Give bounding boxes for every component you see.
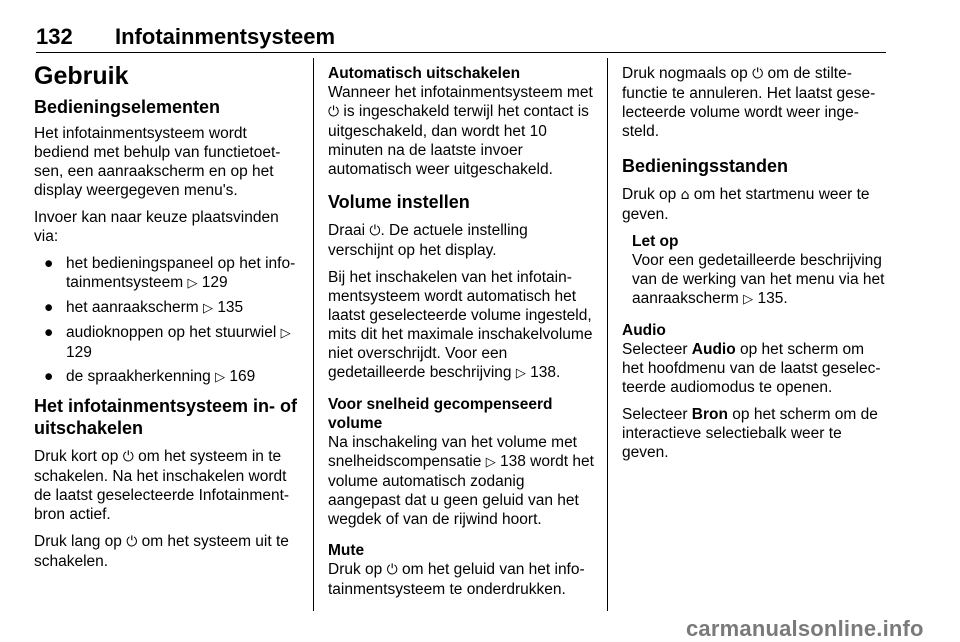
xref-icon: ▷ bbox=[187, 276, 198, 291]
paragraph: Bij het inschakelen van het infotainmentsysteem wordt automatisch het laatst geselecteerde volume ingesteld, mits dit het maximale inschakelvolume niet overschrijdt. Voor een gedetailleerde beschrijving ▷ 138. bbox=[328, 269, 593, 381]
running-title: Infotainmentsysteem bbox=[115, 24, 336, 49]
paragraph: Druk kort op ⏻ om het systeem in te schakelen. Na het inschakelen wordt de laatst geselecteerde Infotainmentbron actief. bbox=[34, 448, 290, 523]
xref-icon: ▷ bbox=[203, 301, 213, 316]
page-ref-link[interactable]: 135 bbox=[757, 290, 784, 307]
power-icon: ⏻ bbox=[328, 104, 340, 120]
paragraph: Druk op ⏻ om het geluid van het infotainmentsysteem te onderdrukken. bbox=[328, 561, 585, 598]
paragraph: Selecteer Bron op het scherm om de interactieve selectiebalk weer te geven. bbox=[622, 406, 878, 461]
bullet-icon: ● bbox=[44, 368, 54, 385]
bullet-icon: ● bbox=[44, 255, 54, 272]
subheading-modes: Bedieningsstanden bbox=[622, 156, 789, 176]
input-methods-list bbox=[34, 254, 300, 387]
xref-icon: ▷ bbox=[515, 366, 526, 381]
note-title: Let op bbox=[632, 233, 679, 250]
page-ref-link[interactable]: 138 bbox=[500, 453, 526, 470]
paragraph: Draai ⏻. De actuele instelling verschijnt op het display. bbox=[328, 222, 528, 259]
list-item: ● de spraakherkenning ▷ 169 bbox=[44, 368, 256, 385]
watermark: carmanualsonline.info bbox=[686, 616, 924, 641]
column-divider bbox=[313, 58, 314, 611]
list-item: ● audioknoppen op het stuurwiel ▷ 129 bbox=[44, 324, 291, 361]
subheading-mute: Mute bbox=[328, 542, 365, 559]
paragraph: Druk lang op ⏻ om het systeem uit te schakelen. bbox=[34, 533, 289, 570]
page-ref-link[interactable]: 129 bbox=[66, 344, 92, 361]
power-icon: ⏻ bbox=[752, 66, 764, 82]
paragraph: Druk op ⌂ om het startmenu weer te geven. bbox=[622, 186, 870, 223]
page-ref-link[interactable]: 169 bbox=[229, 368, 256, 385]
xref-icon: ▷ bbox=[743, 292, 754, 307]
xref-icon: ▷ bbox=[215, 370, 226, 385]
subheading-speed-volume: Voor snelheid gecompenseerd volume bbox=[328, 396, 553, 432]
xref-icon: ▷ bbox=[485, 455, 496, 470]
bullet-icon: ● bbox=[44, 324, 54, 341]
subheading-volume: Volume instellen bbox=[328, 192, 470, 212]
paragraph: Na inschakeling van het volume met snelheidscompensatie ▷ 138 wordt het volume automatisch zodanig aangepast dat u geen geluid van het wegdek of van de rijwind hoort. bbox=[328, 434, 594, 528]
subheading-controls: Bedieningselementen bbox=[34, 97, 221, 117]
column-2 bbox=[328, 64, 594, 607]
paragraph: Het infotainmentsysteem wordt bediend met behulp van functietoetsen, een aanraakscherm en op het display weergegeven menu's. bbox=[34, 125, 281, 199]
subheading-audio: Audio bbox=[622, 322, 666, 339]
power-icon: ⏻ bbox=[386, 562, 398, 578]
column-1 bbox=[34, 60, 300, 579]
paragraph: Selecteer Audio op het scherm om het hoofdmenu van de laatst geselecteerde audiomodus te openen. bbox=[622, 341, 881, 396]
subheading-auto-off: Automatisch uitschakelen bbox=[328, 65, 521, 82]
list-item: ● het aanraakscherm ▷ 135 bbox=[44, 299, 244, 316]
power-icon: ⏻ bbox=[126, 534, 138, 550]
page-ref-link[interactable]: 138 bbox=[530, 364, 557, 381]
column-3 bbox=[622, 64, 888, 470]
bullet-icon: ● bbox=[44, 299, 54, 316]
xref-icon: ▷ bbox=[280, 326, 291, 341]
home-icon: ⌂ bbox=[680, 187, 690, 203]
paragraph: Wanneer het infotainmentsysteem met ⏻ is ingeschakeld terwijl het contact is uitgeschakeld, dan wordt het 10 minuten na de laatste invoer automatisch weer uitgeschakeld. bbox=[328, 84, 593, 178]
paragraph: Druk nogmaals op ⏻ om de stiltefunctie te annuleren. Het laatst geselecteerde volume wordt weer ingesteld. bbox=[622, 65, 876, 140]
page-header bbox=[36, 22, 886, 53]
page-number: 132 bbox=[36, 24, 73, 49]
power-icon: ⏻ bbox=[122, 449, 134, 465]
page-ref-link[interactable]: 129 bbox=[201, 274, 228, 291]
subheading-on-off: Het infotainmentsysteem in- of uitschakelen bbox=[34, 396, 298, 438]
column-divider bbox=[607, 58, 608, 611]
page-ref-link[interactable]: 135 bbox=[217, 299, 244, 316]
power-icon: ⏻ bbox=[369, 223, 381, 239]
list-item: ● het bedieningspaneel op het infotainmentsysteem ▷ 129 bbox=[44, 255, 296, 291]
note-box bbox=[622, 232, 888, 309]
note-text: Voor een gedetailleerde beschrijving van de werking van het menu via het aanraakscherm ▷ 135. bbox=[632, 252, 885, 307]
paragraph: Invoer kan naar keuze plaatsvinden via: bbox=[34, 209, 279, 245]
section-heading-gebruik: Gebruik bbox=[34, 62, 129, 90]
